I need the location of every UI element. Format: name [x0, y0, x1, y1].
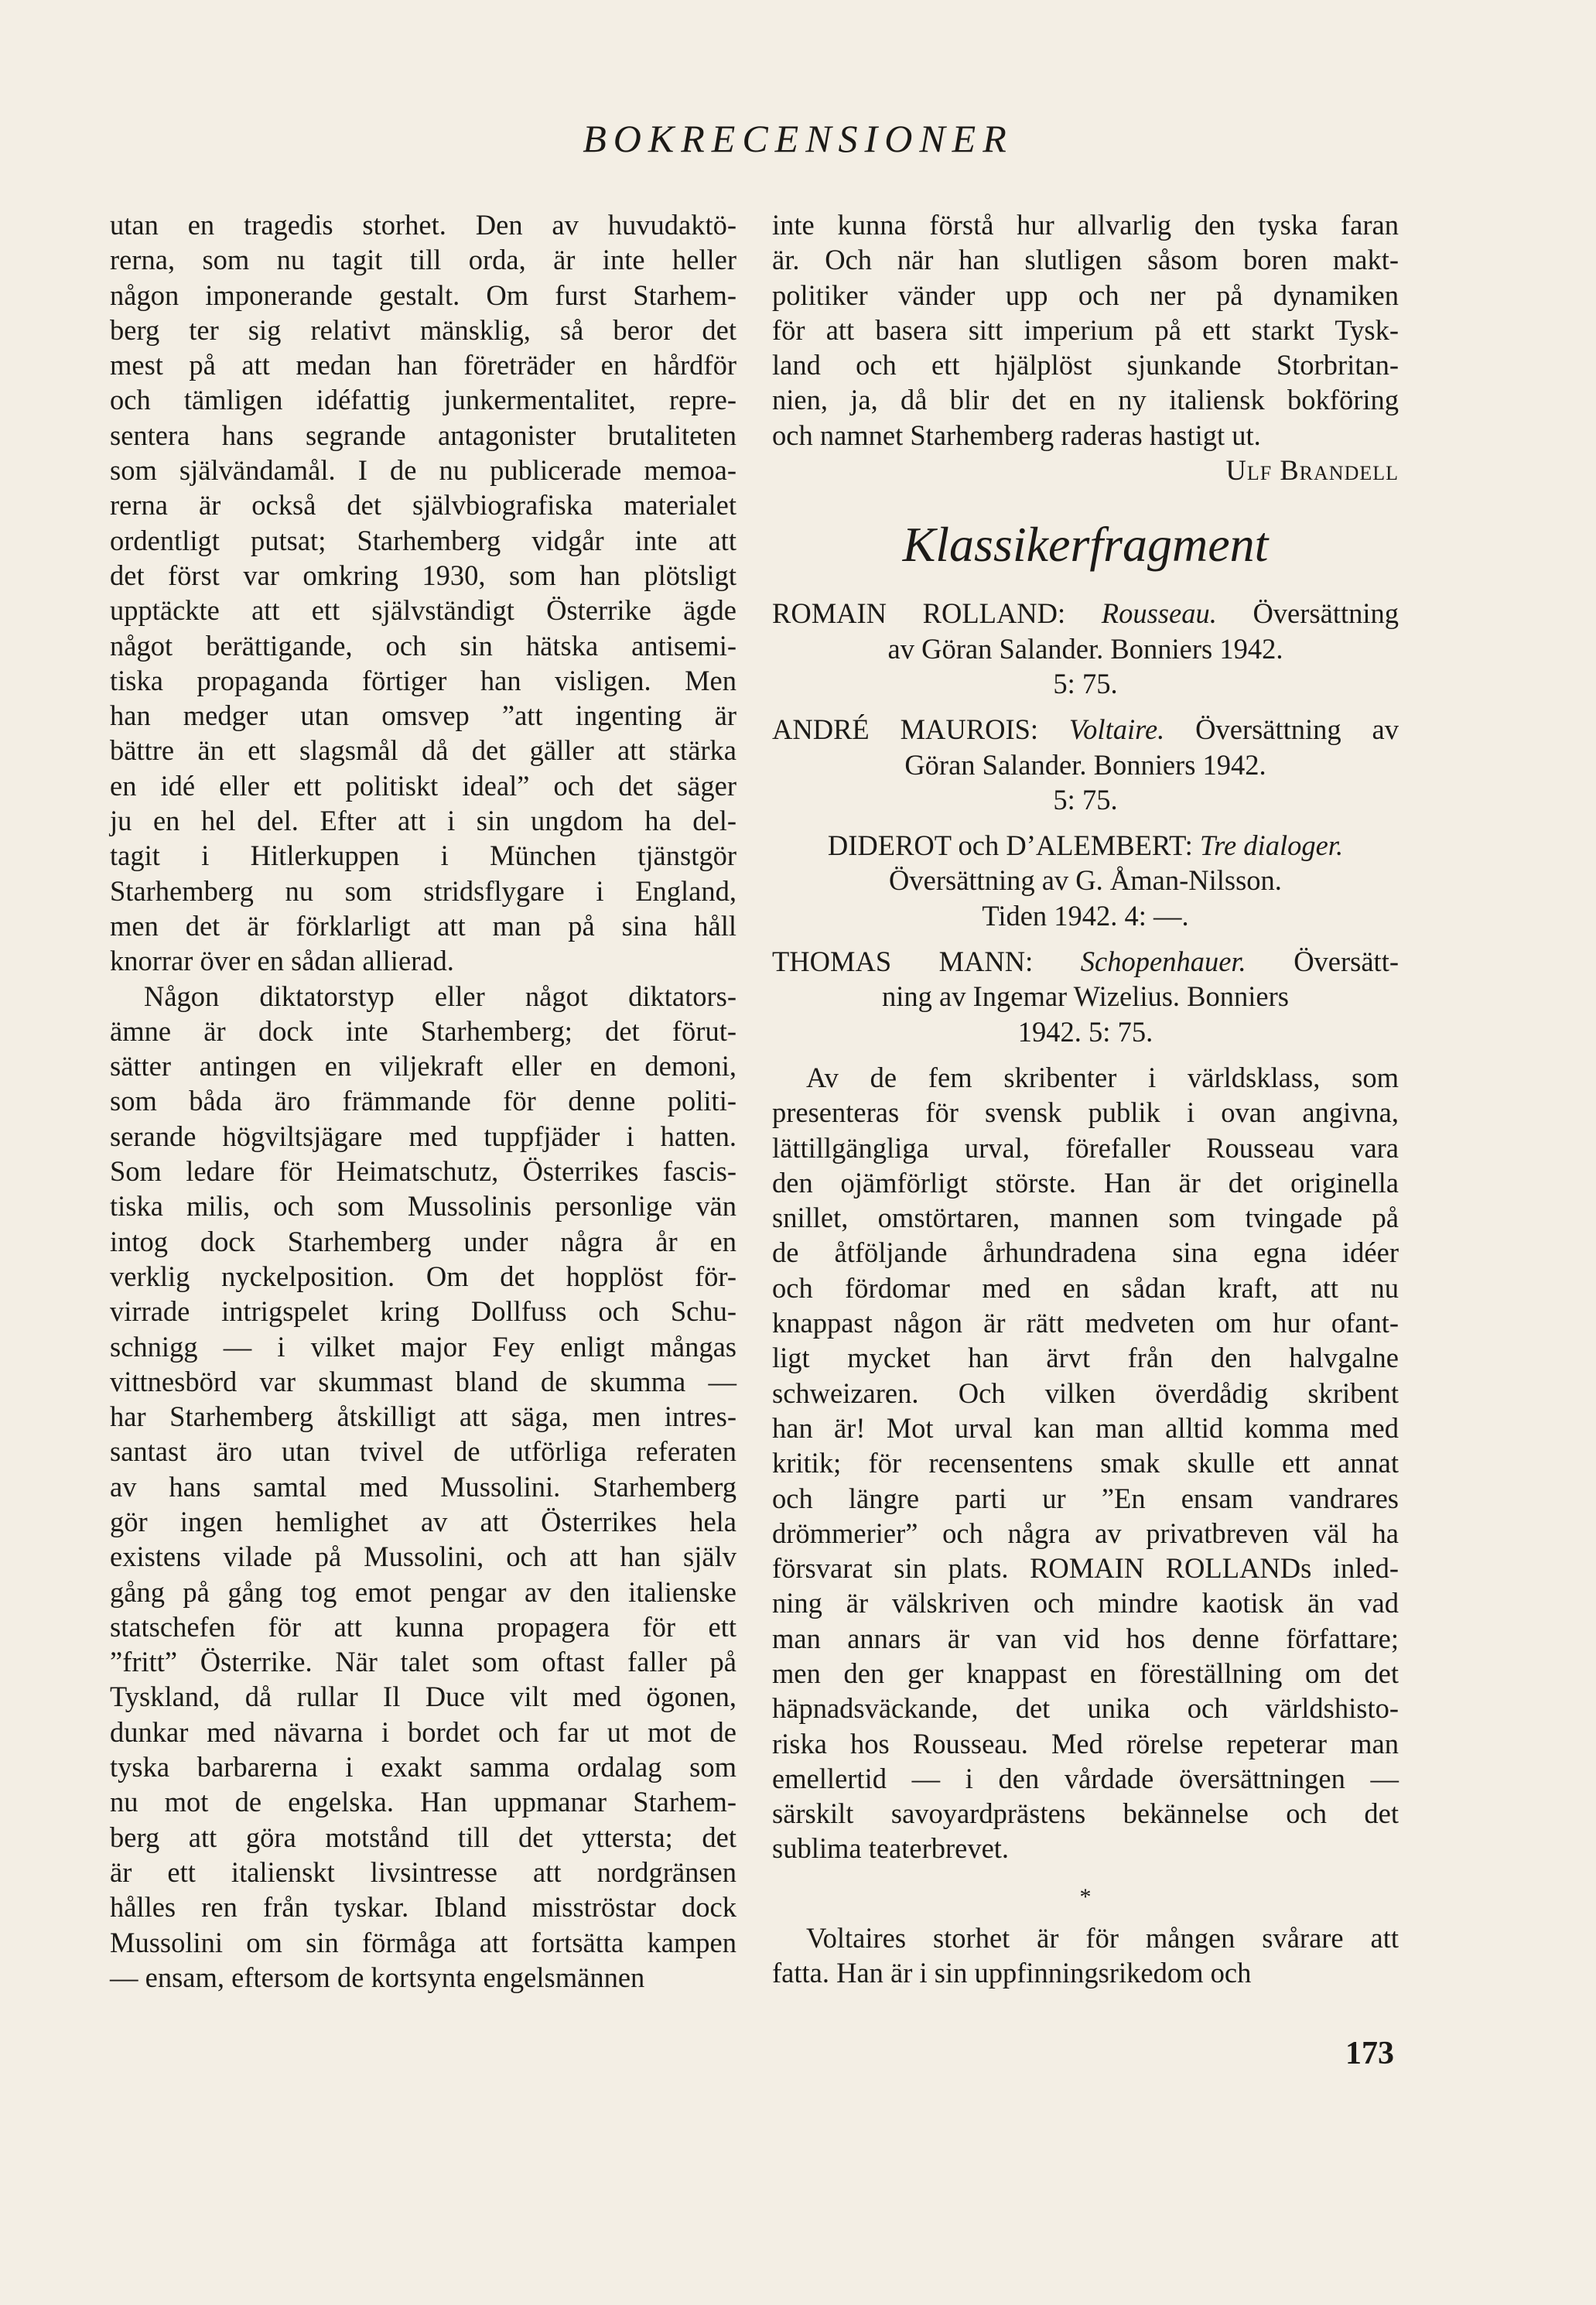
- entry-title: Tre dialoger.: [1199, 829, 1344, 862]
- text-line: drömmerier” och några av privatbreven väl ha: [772, 1517, 1399, 1549]
- text-line: — ensam, eftersom de kortsynta engelsmännen: [110, 1961, 645, 1993]
- review-continuation: [772, 1920, 1399, 1991]
- running-header: BOKRECENSIONER: [583, 117, 1013, 160]
- text-line: tyska barbarerna i exakt samma ordalag som: [110, 1751, 736, 1783]
- section-separator: *: [1079, 1883, 1092, 1910]
- text-line: statschefen för att kunna propagera för ett: [110, 1610, 736, 1643]
- text-line: hålles ren från tyskar. Ibland misströstar dock: [110, 1891, 736, 1924]
- text-line: intog dock Starhemberg under några år en: [110, 1225, 736, 1257]
- text-line: lättillgängliga urval, förefaller Rousseau vara: [772, 1131, 1399, 1164]
- text-line: tagit i Hitlerkuppen i München tjänstgör: [110, 840, 736, 872]
- text-line: den ojämförligt störste. Han är det originella: [772, 1166, 1399, 1199]
- text-line: vittnesbörd var skummast bland de skumma —: [110, 1365, 736, 1397]
- text-line: sublima teaterbrevet.: [772, 1832, 1010, 1865]
- text-line: inte kunna förstå hur allvarlig den tyska faran: [772, 209, 1399, 241]
- entry-note: Översättning: [1253, 597, 1399, 630]
- entry-author: DIDEROT och D’ALEMBERT:: [827, 829, 1193, 862]
- text-line: ämne är dock inte Starhemberg; det förut-: [110, 1014, 736, 1047]
- entry-line: av Göran Salander. Bonniers 1942.: [887, 632, 1283, 665]
- entry-price: Tiden 1942. 4: —.: [982, 899, 1189, 932]
- text-line: för att basera sitt imperium på ett starkt Tysk-: [772, 313, 1399, 346]
- text-line: som självändamål. I de nu publicerade memoa-: [110, 454, 736, 487]
- text-line: ordentligt putsat; Starhemberg vidgår inte att: [110, 524, 736, 556]
- text-line: rerna, som nu tagit till orda, är inte heller: [110, 244, 736, 276]
- text-line: som båda äro främmande för denne politi-: [110, 1085, 736, 1117]
- reviewer-signature: [772, 453, 1399, 487]
- text-line: nu mot de engelska. Han uppmanar Starhem-: [110, 1786, 736, 1818]
- entry-title: Rousseau.: [1101, 597, 1217, 630]
- text-line: ligt mycket han ärvt från den halvgalne: [772, 1342, 1399, 1374]
- book-entry: [772, 712, 1399, 817]
- entry-line: ning av Ingemar Wizelius. Bonniers: [882, 980, 1289, 1013]
- text-line: särskilt savoyardprästens bekännelse och det: [772, 1797, 1399, 1830]
- book-entries: [772, 596, 1399, 1049]
- entry-note: Översätt-: [1294, 946, 1399, 978]
- book-entry: [772, 828, 1399, 933]
- text-line: Som ledare för Heimatschutz, Österrikes fascis-: [110, 1155, 736, 1188]
- text-line: riska hos Rousseau. Med rörelse repeterar man: [772, 1727, 1399, 1760]
- text-line: Tyskland, då rullar Il Duce vilt med ögonen,: [110, 1681, 736, 1713]
- text-line: en idé eller ett politiskt ideal” och det säger: [110, 769, 736, 802]
- text-line: berg att göra motstånd till det yttersta; det: [110, 1821, 736, 1853]
- text-line: har Starhemberg åtskilligt att säga, men intres-: [110, 1400, 736, 1433]
- left-column: [110, 207, 736, 1995]
- text-line: sätter antingen en viljekraft eller en demoni,: [110, 1050, 736, 1082]
- right-column: [772, 207, 1399, 1990]
- text-line: sentera hans segrande antagonister brutaliteten: [110, 419, 736, 451]
- text-line: ”fritt” Österrike. När talet som oftast faller på: [110, 1646, 736, 1678]
- text-line: de åtföljande århundradena sina egna idéer: [772, 1236, 1399, 1269]
- text-line: men den ger knappast en föreställning om det: [772, 1657, 1399, 1689]
- entry-author: ROMAIN ROLLAND:: [772, 597, 1066, 630]
- text-line: Någon diktatorstyp eller något diktators-: [144, 980, 736, 1012]
- entry-line: Översättning av G. Åman-Nilsson.: [889, 864, 1282, 897]
- text-line: presenteras för svensk publik i ovan angivna,: [772, 1096, 1399, 1129]
- text-line: schnigg — i vilket major Fey enligt mångas: [110, 1330, 736, 1363]
- text-line: gång på gång tog emot pengar av den italienske: [110, 1575, 736, 1608]
- text-line: snillet, omstörtaren, mannen som tvingade på: [772, 1202, 1399, 1234]
- text-line: kritik; för recensentens smak skulle ett annat: [772, 1447, 1399, 1479]
- text-line: häpnadsväckande, det unika och världshisto-: [772, 1692, 1399, 1725]
- book-entry: [772, 596, 1399, 701]
- entry-title: Voltaire.: [1068, 713, 1165, 746]
- text-line: är. Och när han slutligen såsom boren makt-: [772, 244, 1399, 276]
- text-line: tiska milis, och som Mussolinis personlige vän: [110, 1190, 736, 1223]
- entry-author: THOMAS MANN:: [772, 946, 1034, 978]
- entry-author: ANDRÉ MAUROIS:: [772, 713, 1039, 746]
- text-line: Voltaires storhet är för mången svårare att: [806, 1921, 1399, 1954]
- text-line: någon imponerande gestalt. Om furst Starhem-: [110, 279, 736, 311]
- text-line: berg ter sig relativt mänsklig, så beror det: [110, 313, 736, 346]
- text-line: men det är förklarligt att man på sina håll: [110, 909, 736, 942]
- signature-text: Ulf Brandell: [1225, 454, 1399, 487]
- text-line: ning är välskriven och mindre kaotisk än vad: [772, 1587, 1399, 1619]
- text-line: existens vilade på Mussolini, och att han själv: [110, 1541, 736, 1573]
- text-line: Starhemberg nu som stridsflygare i England,: [110, 874, 736, 907]
- text-line: politiker vänder upp och ner på dynamiken: [772, 279, 1399, 311]
- text-line: och fördomar med en sådan kraft, att nu: [772, 1271, 1399, 1304]
- text-line: och längre parti ur ”En ensam vandrares: [772, 1482, 1399, 1514]
- text-line: mest på att medan han företräder en hårdför: [110, 349, 736, 381]
- text-line: av hans samtal med Mussolini. Starhemberg: [110, 1470, 736, 1503]
- text-line: försvarat sin plats. ROMAIN ROLLANDs inled-: [772, 1552, 1399, 1585]
- text-line: han är! Mot urval kan man alltid komma med: [772, 1411, 1399, 1444]
- text-line: schweizaren. Och vilken överdådig skribent: [772, 1377, 1399, 1409]
- text-line: ju en hel del. Efter att i sin ungdom ha del-: [110, 805, 736, 837]
- entry-note: Översättning av: [1195, 713, 1399, 746]
- text-line: emellertid — i den vårdade översättningen —: [772, 1762, 1399, 1794]
- text-line: det först var omkring 1930, som han plötsligt: [110, 559, 736, 591]
- text-line: utan en tragedis storhet. Den av huvudaktö-: [110, 209, 736, 241]
- entry-line: Göran Salander. Bonniers 1942.: [904, 748, 1266, 781]
- text-line: land och ett hjälplöst sjunkande Storbritan-: [772, 349, 1399, 381]
- entry-title: Schopenhauer.: [1080, 946, 1246, 978]
- text-line: serande högviltsjägare med tuppfjäder i hatten.: [110, 1120, 736, 1152]
- text-line: Av de fem skribenter i världsklass, som: [806, 1061, 1399, 1093]
- entry-price: 5: 75.: [1053, 783, 1118, 816]
- page-number: 173: [1345, 2036, 1394, 2071]
- text-line: virrade intrigspelet kring Dollfuss och Schu-: [110, 1295, 736, 1328]
- review-body: [772, 1060, 1399, 1866]
- review-ending: [772, 207, 1399, 453]
- text-line: och tämligen idéfattig junkermentalitet, repre-: [110, 384, 736, 416]
- entry-price: 1942. 5: 75.: [1017, 1015, 1153, 1048]
- text-line: upptäckte att ett självständigt Österrike ägde: [110, 594, 736, 627]
- text-line: och namnet Starhemberg raderas hastigt ut.: [772, 419, 1261, 451]
- book-entry: [772, 944, 1399, 1049]
- text-line: rerna är också det självbiografiska materialet: [110, 489, 736, 522]
- entry-price: 5: 75.: [1053, 667, 1118, 699]
- section-title: Klassikerfragment: [902, 517, 1269, 573]
- text-line: tiska propaganda förtiger han visligen. Men: [110, 664, 736, 696]
- text-line: är ett italienskt livsintresse att nordgränsen: [110, 1855, 736, 1888]
- text-line: verklig nyckelposition. Om det hopplöst för-: [110, 1260, 736, 1292]
- text-line: han medger utan omsvep ”att ingenting är: [110, 699, 736, 732]
- text-line: nien, ja, då blir det en ny italiensk bokföring: [772, 384, 1399, 416]
- text-line: något berättigande, och sin hätska antisemi-: [110, 629, 736, 662]
- text-line: man annars är van vid hos denne författare;: [772, 1622, 1399, 1654]
- text-line: bättre än ett slagsmål då det gäller att stärka: [110, 734, 736, 767]
- text-line: knappast någon är rätt medveten om hur ofant-: [772, 1307, 1399, 1339]
- text-line: dunkar med nävarna i bordet och far ut mot de: [110, 1715, 736, 1748]
- text-line: gör ingen hemlighet av att Österrikes hela: [110, 1505, 736, 1537]
- text-line: knorrar över en sådan allierad.: [110, 945, 454, 977]
- text-line: Mussolini om sin förmåga att fortsätta kampen: [110, 1926, 736, 1958]
- text-line: fatta. Han är i sin uppfinningsrikedom och: [772, 1957, 1252, 1989]
- text-line: santast äro utan tvivel de utförliga referaten: [110, 1435, 736, 1468]
